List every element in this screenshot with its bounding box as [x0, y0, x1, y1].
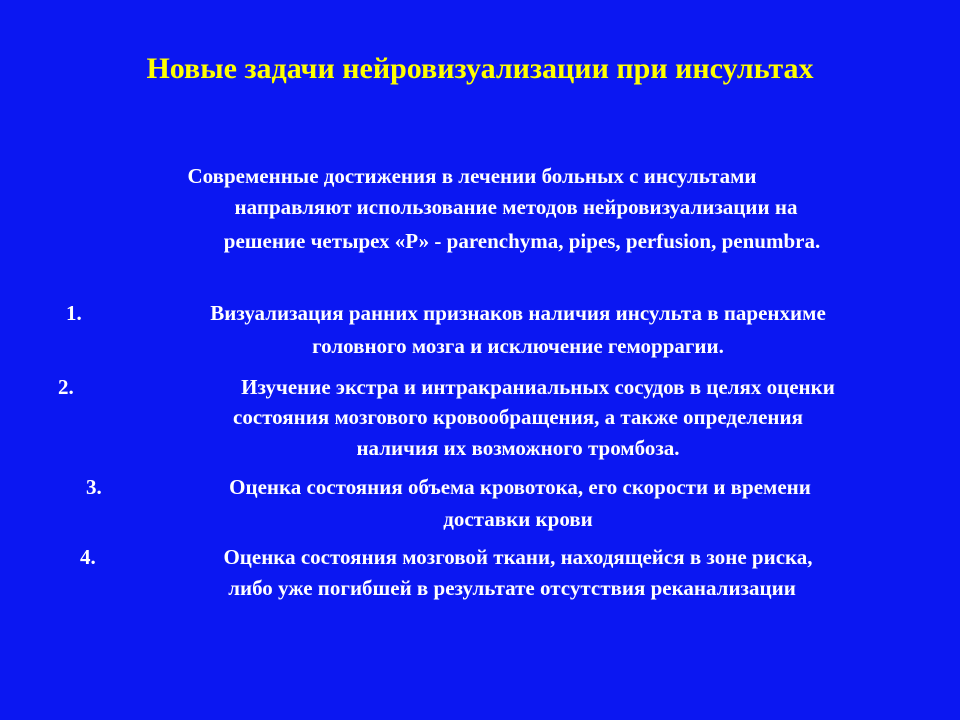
item-4-line-1: Оценка состояния мозговой ткани, находящейся в зоне риска,	[223, 545, 813, 569]
item-3-line-1: Оценка состояния объема кровотока, его скорости и времени	[229, 475, 811, 499]
item-2-line-1: Изучение экстра и интракраниальных сосудов в целях оценки	[241, 375, 835, 399]
item-2-line-3: наличия их возможного тромбоза.	[356, 436, 680, 460]
item-1-number: 1.	[66, 301, 82, 325]
slide-title: Новые задачи нейровизуализации при инсультах	[146, 52, 814, 85]
item-1-line-2: головного мозга и исключение геморрагии.	[312, 334, 724, 358]
item-3-line-2: доставки крови	[443, 507, 593, 531]
intro-line-2: направляют использование методов нейровизуализации на	[234, 195, 798, 219]
item-1-line-1: Визуализация ранних признаков наличия инсульта в паренхиме	[210, 301, 826, 325]
item-3-number: 3.	[86, 475, 102, 499]
item-4-number: 4.	[80, 545, 96, 569]
intro-line-3: решение четырех «Р» - parenchyma, pipes, perfusion, penumbra.	[223, 229, 821, 253]
item-2-number: 2.	[58, 375, 74, 399]
intro-line-1: Современные достижения в лечении больных с инсультами	[187, 164, 757, 188]
item-4-line-2: либо уже погибшей в результате отсутствия реканализации	[228, 576, 796, 600]
item-2-line-2: состояния мозгового кровообращения, а также определения	[233, 405, 803, 429]
